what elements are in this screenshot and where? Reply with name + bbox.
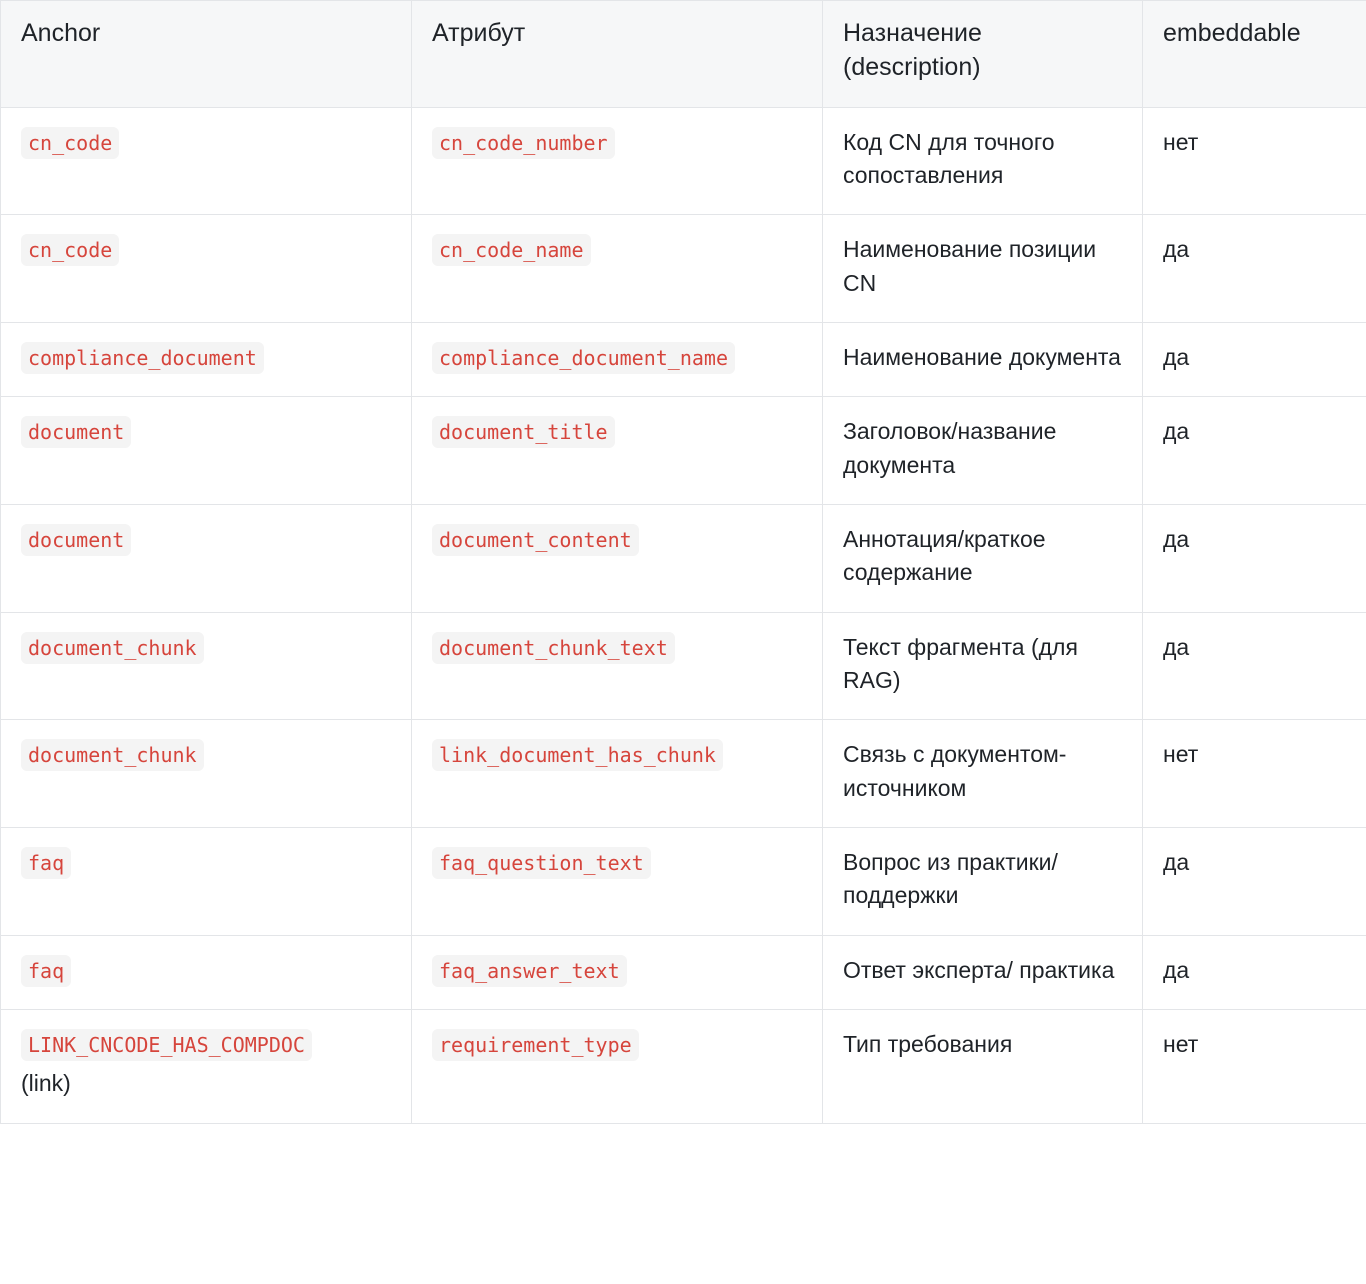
attribute-code-token: document_title bbox=[432, 416, 615, 448]
description-text: Ответ эксперта/ практика bbox=[843, 956, 1115, 983]
embeddable-value: да bbox=[1163, 633, 1190, 660]
table-body bbox=[1, 107, 1366, 1123]
cell-description bbox=[823, 612, 1143, 720]
description-text: Заголовок/название документа bbox=[843, 418, 1057, 478]
cell-description bbox=[823, 935, 1143, 1009]
cell-description bbox=[823, 107, 1143, 215]
embeddable-value: да bbox=[1163, 418, 1190, 445]
anchor-code-token: faq bbox=[21, 955, 71, 987]
table-row bbox=[1, 612, 1366, 720]
anchor-code-token: cn_code bbox=[21, 234, 119, 266]
cell-embeddable bbox=[1143, 215, 1366, 323]
cell-embeddable bbox=[1143, 504, 1366, 612]
cell-embeddable bbox=[1143, 107, 1366, 215]
cell-anchor bbox=[1, 1010, 412, 1124]
anchor-note: (link) bbox=[21, 1070, 71, 1097]
cell-attribute bbox=[412, 397, 823, 505]
cell-attribute bbox=[412, 322, 823, 396]
cell-embeddable bbox=[1143, 1010, 1366, 1124]
cell-attribute bbox=[412, 827, 823, 935]
description-text: Связь с документом-источником bbox=[843, 741, 1067, 801]
cell-anchor bbox=[1, 107, 412, 215]
cell-attribute bbox=[412, 215, 823, 323]
table-header bbox=[1, 1, 1366, 108]
cell-description bbox=[823, 1010, 1143, 1124]
cell-attribute bbox=[412, 504, 823, 612]
cell-description bbox=[823, 215, 1143, 323]
cell-attribute bbox=[412, 720, 823, 828]
cell-description bbox=[823, 720, 1143, 828]
cell-description bbox=[823, 827, 1143, 935]
description-text: Аннотация/краткое содержание bbox=[843, 525, 1046, 586]
embeddable-value: нет bbox=[1163, 741, 1199, 768]
description-text: Код CN для точного сопоставления bbox=[843, 128, 1055, 188]
cell-anchor bbox=[1, 322, 412, 396]
attribute-code-token: document_chunk_text bbox=[432, 632, 675, 664]
table-row bbox=[1, 1010, 1366, 1124]
table-header-row bbox=[1, 1, 1366, 108]
anchor-code-token: compliance_document bbox=[21, 342, 264, 374]
anchor-code-token: document_chunk bbox=[21, 632, 204, 664]
cell-anchor bbox=[1, 504, 412, 612]
cell-embeddable bbox=[1143, 397, 1366, 505]
table-row bbox=[1, 504, 1366, 612]
attribute-code-token: link_document_has_chunk bbox=[432, 739, 723, 771]
cell-embeddable bbox=[1143, 827, 1366, 935]
description-text: Вопрос из практики/ поддержки bbox=[843, 848, 1058, 909]
embeddable-value: нет bbox=[1163, 128, 1199, 155]
table-row bbox=[1, 215, 1366, 323]
attribute-code-token: requirement_type bbox=[432, 1029, 639, 1061]
column-header-description: Назначение (description) bbox=[823, 1, 1143, 108]
anchor-code-token: document_chunk bbox=[21, 739, 204, 771]
attribute-code-token: faq_question_text bbox=[432, 847, 651, 879]
cell-anchor bbox=[1, 612, 412, 720]
cell-attribute bbox=[412, 935, 823, 1009]
cell-embeddable bbox=[1143, 935, 1366, 1009]
attribute-code-token: faq_answer_text bbox=[432, 955, 627, 987]
embeddable-value: да bbox=[1163, 343, 1190, 370]
column-header-anchor: Anchor bbox=[1, 1, 412, 108]
embeddable-value: нет bbox=[1163, 1031, 1199, 1057]
cell-attribute bbox=[412, 107, 823, 215]
cell-anchor bbox=[1, 215, 412, 323]
anchor-code-token: document bbox=[21, 524, 131, 556]
cell-embeddable bbox=[1143, 720, 1366, 828]
cell-description bbox=[823, 322, 1143, 396]
anchor-code-token: cn_code bbox=[21, 127, 119, 159]
cell-anchor bbox=[1, 720, 412, 828]
cell-anchor bbox=[1, 397, 412, 505]
cell-attribute bbox=[412, 1010, 823, 1124]
column-header-attribute: Атрибут bbox=[412, 1, 823, 108]
cell-embeddable bbox=[1143, 322, 1366, 396]
table-row bbox=[1, 322, 1366, 396]
table-row bbox=[1, 397, 1366, 505]
anchor-code-token: document bbox=[21, 416, 131, 448]
attribute-code-token: cn_code_name bbox=[432, 234, 591, 266]
description-text: Текст фрагмента (для RAG) bbox=[843, 633, 1078, 693]
embeddable-value: да bbox=[1163, 525, 1190, 552]
embeddable-value: да bbox=[1163, 236, 1190, 263]
attribute-code-token: compliance_document_name bbox=[432, 342, 735, 374]
cell-embeddable bbox=[1143, 612, 1366, 720]
table-row bbox=[1, 107, 1366, 215]
description-text: Наименование документа bbox=[843, 343, 1121, 370]
embeddable-value: да bbox=[1163, 848, 1190, 875]
anchor-code-token: LINK_CNCODE_HAS_COMPDOC bbox=[21, 1029, 312, 1061]
cell-description bbox=[823, 504, 1143, 612]
attribute-code-token: cn_code_number bbox=[432, 127, 615, 159]
column-header-embeddable: embeddable bbox=[1143, 1, 1366, 108]
description-text: Тип требования bbox=[843, 1031, 1013, 1057]
description-text: Наименование позиции CN bbox=[843, 236, 1097, 296]
embeddable-value: да bbox=[1163, 956, 1190, 983]
cell-description bbox=[823, 397, 1143, 505]
table-row bbox=[1, 720, 1366, 828]
cell-attribute bbox=[412, 612, 823, 720]
table-row bbox=[1, 935, 1366, 1009]
cell-anchor bbox=[1, 935, 412, 1009]
cell-anchor bbox=[1, 827, 412, 935]
table-row bbox=[1, 827, 1366, 935]
attribute-code-token: document_content bbox=[432, 524, 639, 556]
anchor-code-token: faq bbox=[21, 847, 71, 879]
